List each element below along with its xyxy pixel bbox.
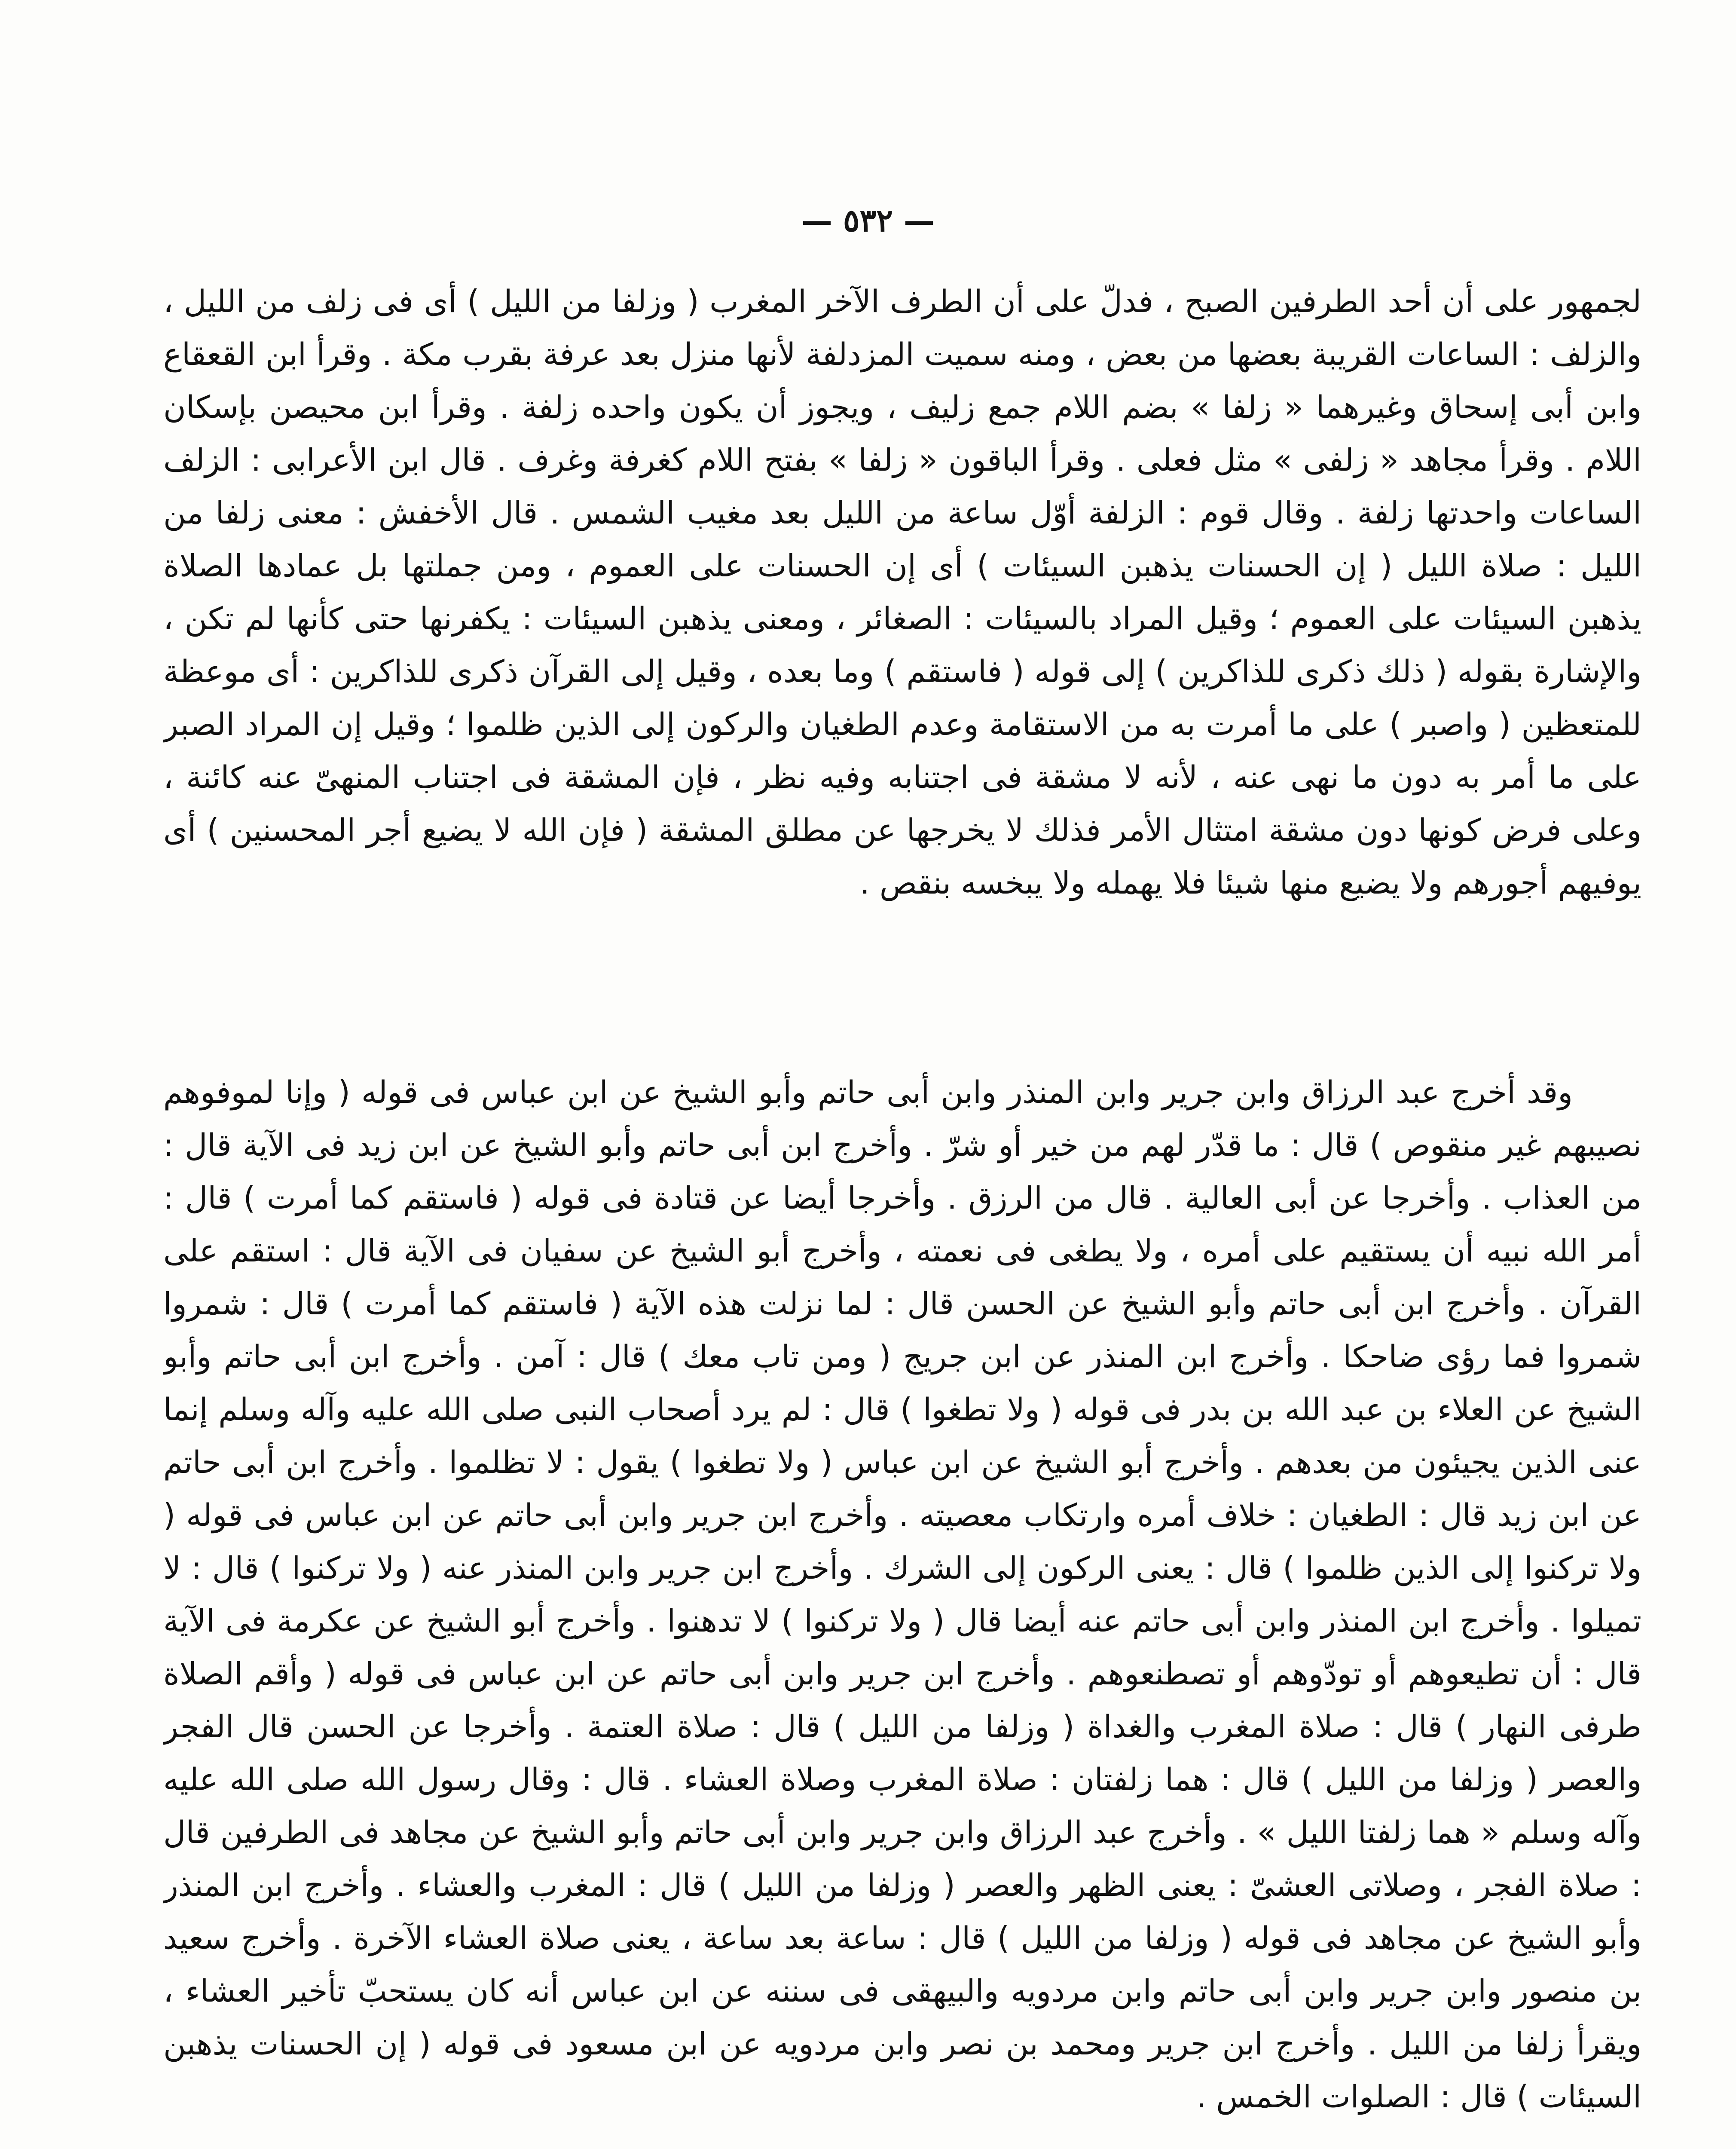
page-number: — ٥٣٢ — [801, 202, 935, 239]
body-text [163, 275, 1641, 2149]
paragraph-tafsir-commentary: لجمهور على أن أحد الطرفين الصبح ، فدلّ على أن الطرف الآخر المغرب ( وزلفا من الليل ) أى فى زلف من الليل ، والزلف : الساعات القريبة بعضها من بعض ، ومنه سميت المزدلفة لأنها منزل بعد عرفة بقرب مكة . وقرأ ابن القعقاع وابن أبى إسحاق وغيرهما « زلفا » بضم اللام جمع زليف ، ويجوز أن يكون واحده زلفة . وقرأ ابن محيصن بإسكان اللام . وقرأ مجاهد « زلفى » مثل فعلى . وقرأ الباقون « زلفا » بفتح اللام كغرفة وغرف . قال ابن الأعرابى : الزلف الساعات واحدتها زلفة . وقال قوم : الزلفة أوّل ساعة من الليل بعد مغيب الشمس . قال الأخفش : معنى زلفا من الليل : صلاة الليل ( إن الحسنات يذهبن السيئات ) أى إن الحسنات على العموم ، ومن جملتها بل عمادها الصلاة يذهبن السيئات على العموم ؛ وقيل المراد بالسيئات : الصغائر ، ومعنى يذهبن السيئات : يكفرنها حتى كأنها لم تكن ، والإشارة بقوله ( ذلك ذكرى للذاكرين ) إلى قوله ( فاستقم ) وما بعده ، وقيل إلى القرآن ذكرى للذاكرين : أى موعظة للمتعظين ( واصبر ) على ما أمرت به من الاستقامة وعدم الطغيان والركون إلى الذين ظلموا ؛ وقيل إن المراد الصبر على ما أمر به دون ما نهى عنه ، لأنه لا مشقة فى اجتنابه وفيه نظر ، فإن المشقة فى اجتناب المنهىّ عنه كائنة ، وعلى فرض كونها دون مشقة امتثال الأمر فذلك لا يخرجها عن مطلق المشقة ( فإن الله لا يضيع أجر المحسنين ) أى يوفيهم أجورهم ولا يضيع منها شيئا فلا يهمله ولا يبخسه بنقص . [163, 283, 1641, 901]
paragraph-narrations: وقد أخرج عبد الرزاق وابن جرير وابن المنذر وابن أبى حاتم وأبو الشيخ عن ابن عباس فى قوله ( وإنا لموفوهم نصيبهم غير منقوص ) قال : ما قدّر لهم من خير أو شرّ . وأخرج ابن أبى حاتم وأبو الشيخ عن ابن زيد فى الآية قال : من العذاب . وأخرجا عن أبى العالية . قال من الرزق . وأخرجا أيضا عن قتادة فى قوله ( فاستقم كما أمرت ) قال : أمر الله نبيه أن يستقيم على أمره ، ولا يطغى فى نعمته ، وأخرج أبو الشيخ عن سفيان فى الآية قال : استقم على القرآن . وأخرج ابن أبى حاتم وأبو الشيخ عن الحسن قال : لما نزلت هذه الآية ( فاستقم كما أمرت ) قال : شمروا شمروا فما رؤى ضاحكا . وأخرج ابن المنذر عن ابن جريج ( ومن تاب معك ) قال : آمن . وأخرج ابن أبى حاتم وأبو الشيخ عن العلاء بن عبد الله بن بدر فى قوله ( ولا تطغوا ) قال : لم يرد أصحاب النبى صلى الله عليه وآله وسلم إنما عنى الذين يجيئون من بعدهم . وأخرج أبو الشيخ عن ابن عباس ( ولا تطغوا ) يقول : لا تظلموا . وأخرج ابن أبى حاتم عن ابن زيد قال : الطغيان : خلاف أمره وارتكاب معصيته . وأخرج ابن جرير وابن أبى حاتم عن ابن عباس فى قوله ( ولا تركنوا إلى الذين ظلموا ) قال : يعنى الركون إلى الشرك . وأخرج ابن جرير وابن المنذر عنه ( ولا تركنوا ) قال : لا تميلوا . وأخرج ابن المنذر وابن أبى حاتم عنه أيضا قال ( ولا تركنوا ) لا تدهنوا . وأخرج أبو الشيخ عن عكرمة فى الآية قال : أن تطيعوهم أو تودّوهم أو تصطنعوهم . وأخرج ابن جرير وابن أبى حاتم عن ابن عباس فى قوله ( وأقم الصلاة طرفى النهار ) قال : صلاة المغرب والغداة ( وزلفا من الليل ) قال : صلاة العتمة . وأخرجا عن الحسن قال الفجر والعصر ( وزلفا من الليل ) قال : هما زلفتان : صلاة المغرب وصلاة العشاء . قال : وقال رسول الله صلى الله عليه وآله وسلم « هما زلفتا الليل » . وأخرج عبد الرزاق وابن جرير وابن أبى حاتم وأبو الشيخ عن مجاهد فى الطرفين قال : صلاة الفجر ، وصلاتى العشىّ : يعنى الظهر والعصر ( وزلفا من الليل ) قال : المغرب والعشاء . وأخرج ابن المنذر وأبو الشيخ عن مجاهد فى قوله ( وزلفا من الليل ) قال : ساعة بعد ساعة ، يعنى صلاة العشاء الآخرة . وأخرج سعيد بن منصور وابن جرير وابن أبى حاتم وابن مردويه والبيهقى فى سننه عن ابن عباس أنه كان يستحبّ تأخير العشاء ، ويقرأ زلفا من الليل . وأخرج ابن جرير ومحمد بن نصر وابن مردويه عن ابن مسعود فى قوله ( إن الحسنات يذهبن السيئات ) قال : الصلوات الخمس . [163, 1074, 1641, 2115]
